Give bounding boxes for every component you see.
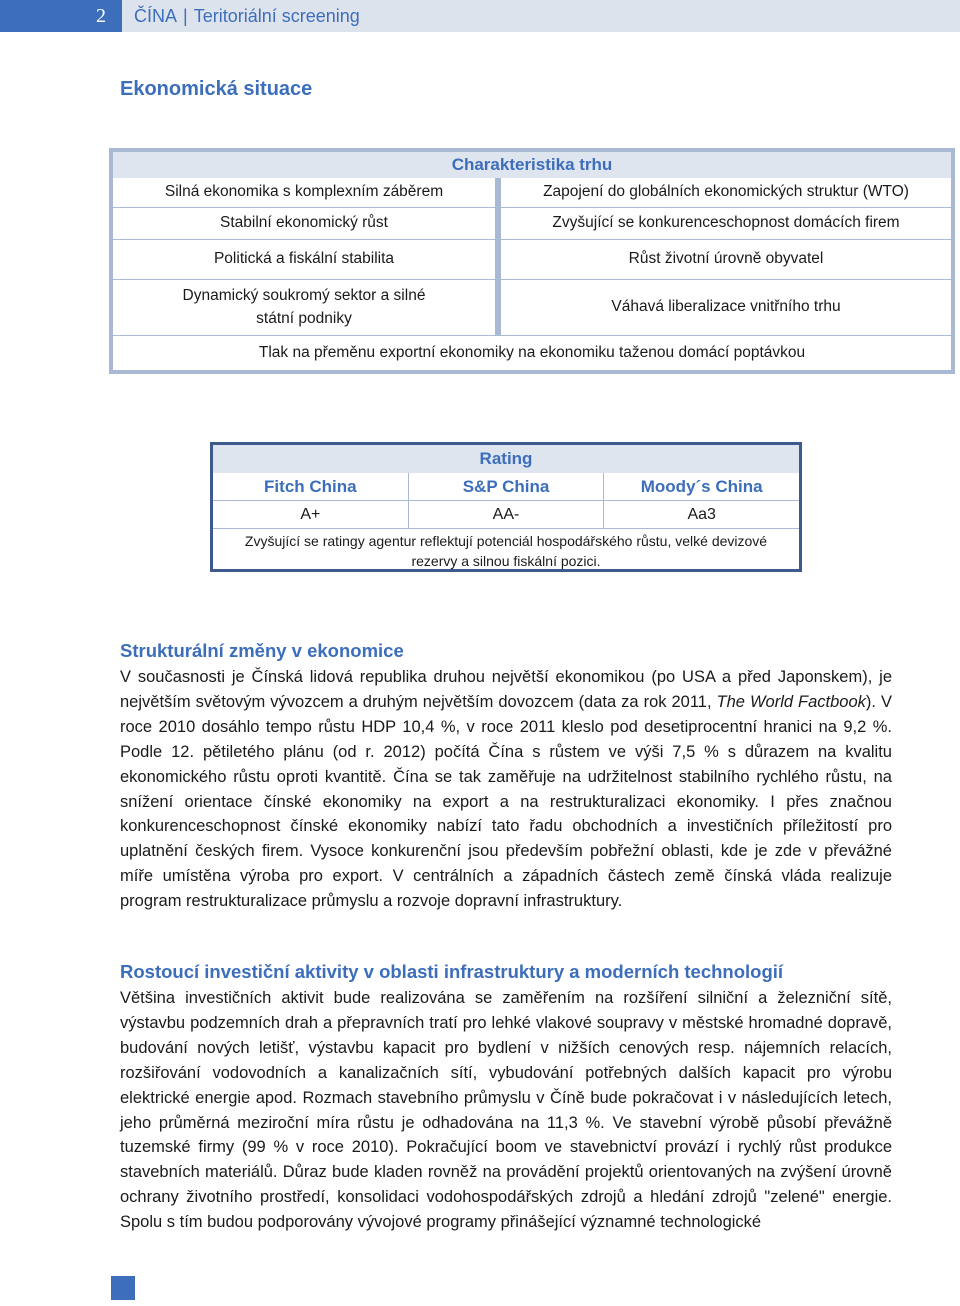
market-characteristics-table — [109, 148, 955, 374]
header-title — [122, 0, 360, 32]
table-cell: Zvyšující se konkurenceschopnost domácích firem — [501, 208, 951, 240]
rating-fitch: A+ — [213, 501, 409, 529]
table-cell: Stabilní ekonomický růst — [113, 208, 501, 240]
agency-fitch: Fitch China — [213, 473, 409, 501]
agency-moodys: Moody´s China — [604, 473, 799, 501]
structural-text-1: V současnosti je Čínská lidová republika druhou největší ekonomikou (po USA a před Japonskem), je největším světovým vývozcem a druhým největším dovozcem (data za rok 2011, — [120, 668, 892, 711]
table-cell: Váhavá liberalizace vnitřního trhu — [501, 280, 951, 336]
investment-heading: Rostoucí investiční aktivity v oblasti infrastruktury a moderních technologií — [120, 961, 784, 982]
table-cell: Silná ekonomika s komplexním záběrem — [113, 178, 501, 208]
agency-sp: S&P China — [409, 473, 605, 501]
table-row — [113, 178, 951, 208]
table-cell: Růst životní úrovně obyvatel — [501, 240, 951, 280]
rating-note: Zvyšující se ratingy agentur reflektují potenciál hospodářského růstu, velké devizové rezervy a silnou fiskální pozici. — [244, 533, 768, 569]
rating-heading: Rating — [213, 445, 799, 473]
source-citation: The World Factbook — [716, 692, 866, 711]
header-subtitle: Teritoriální screening — [193, 5, 360, 26]
table-cell: Politická a fiskální stabilita — [113, 240, 501, 280]
header-country: ČÍNA — [134, 5, 178, 26]
table-row — [113, 240, 951, 280]
table-cell: Dynamický soukromý sektor a silné státní podniky — [113, 280, 501, 336]
table-row — [113, 280, 951, 336]
page-header — [0, 0, 960, 32]
characteristics-footer: Tlak na přeměnu exportní ekonomiky na ekonomiku taženou domácí poptávkou — [258, 344, 806, 361]
table-row — [113, 208, 951, 240]
section-title: Ekonomická situace — [120, 78, 313, 100]
structural-text-2: ). V roce 2010 dosáhlo tempo růstu HDP 10,4 %, v roce 2011 kleslo pod desetiprocentní hranici na 9,2 %. Podle 12. pětiletého plánu (od r. 2012) počítá Čína s růstem ve výši 7,5 % s důrazem na kvalitu ekonomického růstu oproti kvantitě. Čína se tak zaměřuje na udržitelnost stabilního rychlého růstu, na snížení orientace čínské ekonomiky na export a na restrukturalizaci ekonomiky. I přes značnou konkurenceschopnost čínské ekonomiky nabízí tato řadu obchodních a investičních příležitostí pro uplatnění českých firem. Vysoce konkurenční jsou především pobřežní oblasti, kde je zde v převážné míře umístěna výroba pro export. V centrálních a západních částech země čínská vláda realizuje program restrukturalizace průmyslu a rozvoje dopravní infrastruktury. — [120, 692, 892, 911]
rating-table — [210, 442, 802, 572]
rating-values-row — [213, 501, 799, 529]
structural-heading: Strukturální změny v ekonomice — [120, 640, 404, 661]
page-number: 2 — [0, 0, 122, 32]
header-separator: | — [183, 5, 188, 26]
investment-paragraph: Většina investičních aktivit bude realizována se zaměřením na rozšíření silniční a železniční sítě, výstavbu podzemních drah a přepravních tratí pro lehké vlakové soupravy v městské hromadné dopravě, budování nových letišť, výstavbu kapacit pro bydlení v nižších cenových resp. nájemních relacích, rozšiřování vodovodních a kanalizačních sítí, vybudování potřebných dalších kapacit pro výrobu elektrické energie apod. Rozmach stavebního průmyslu v Číně bude pokračovat i v následujících letech, jeho průměrná meziroční míra růstu je odhadována na 11,3 %. Ve stavební výrobě působí převážně tuzemské firmy (99 % v roce 2010). Pokračující boom ve stavebnictví provází i rychlý růst produkce stavebních materiálů. Důraz bude kladen rovněž na provádění projektů orientovaných na zvýšení úrovně ochrany životního prostředí, konsolidaci vodohospodářských zdrojů a hledání zdrojů "zelené" energie. Spolu s tím budou podporovány vývojové programy přinášející významné technologické — [120, 989, 892, 1232]
footer-square — [111, 1276, 135, 1300]
structural-paragraph — [120, 665, 892, 914]
characteristics-heading: Charakteristika trhu — [113, 152, 951, 178]
table-cell: Zapojení do globálních ekonomických struktur (WTO) — [501, 178, 951, 208]
rating-moodys: Aa3 — [604, 501, 799, 529]
rating-agencies-row — [213, 473, 799, 501]
rating-sp: AA- — [409, 501, 605, 529]
